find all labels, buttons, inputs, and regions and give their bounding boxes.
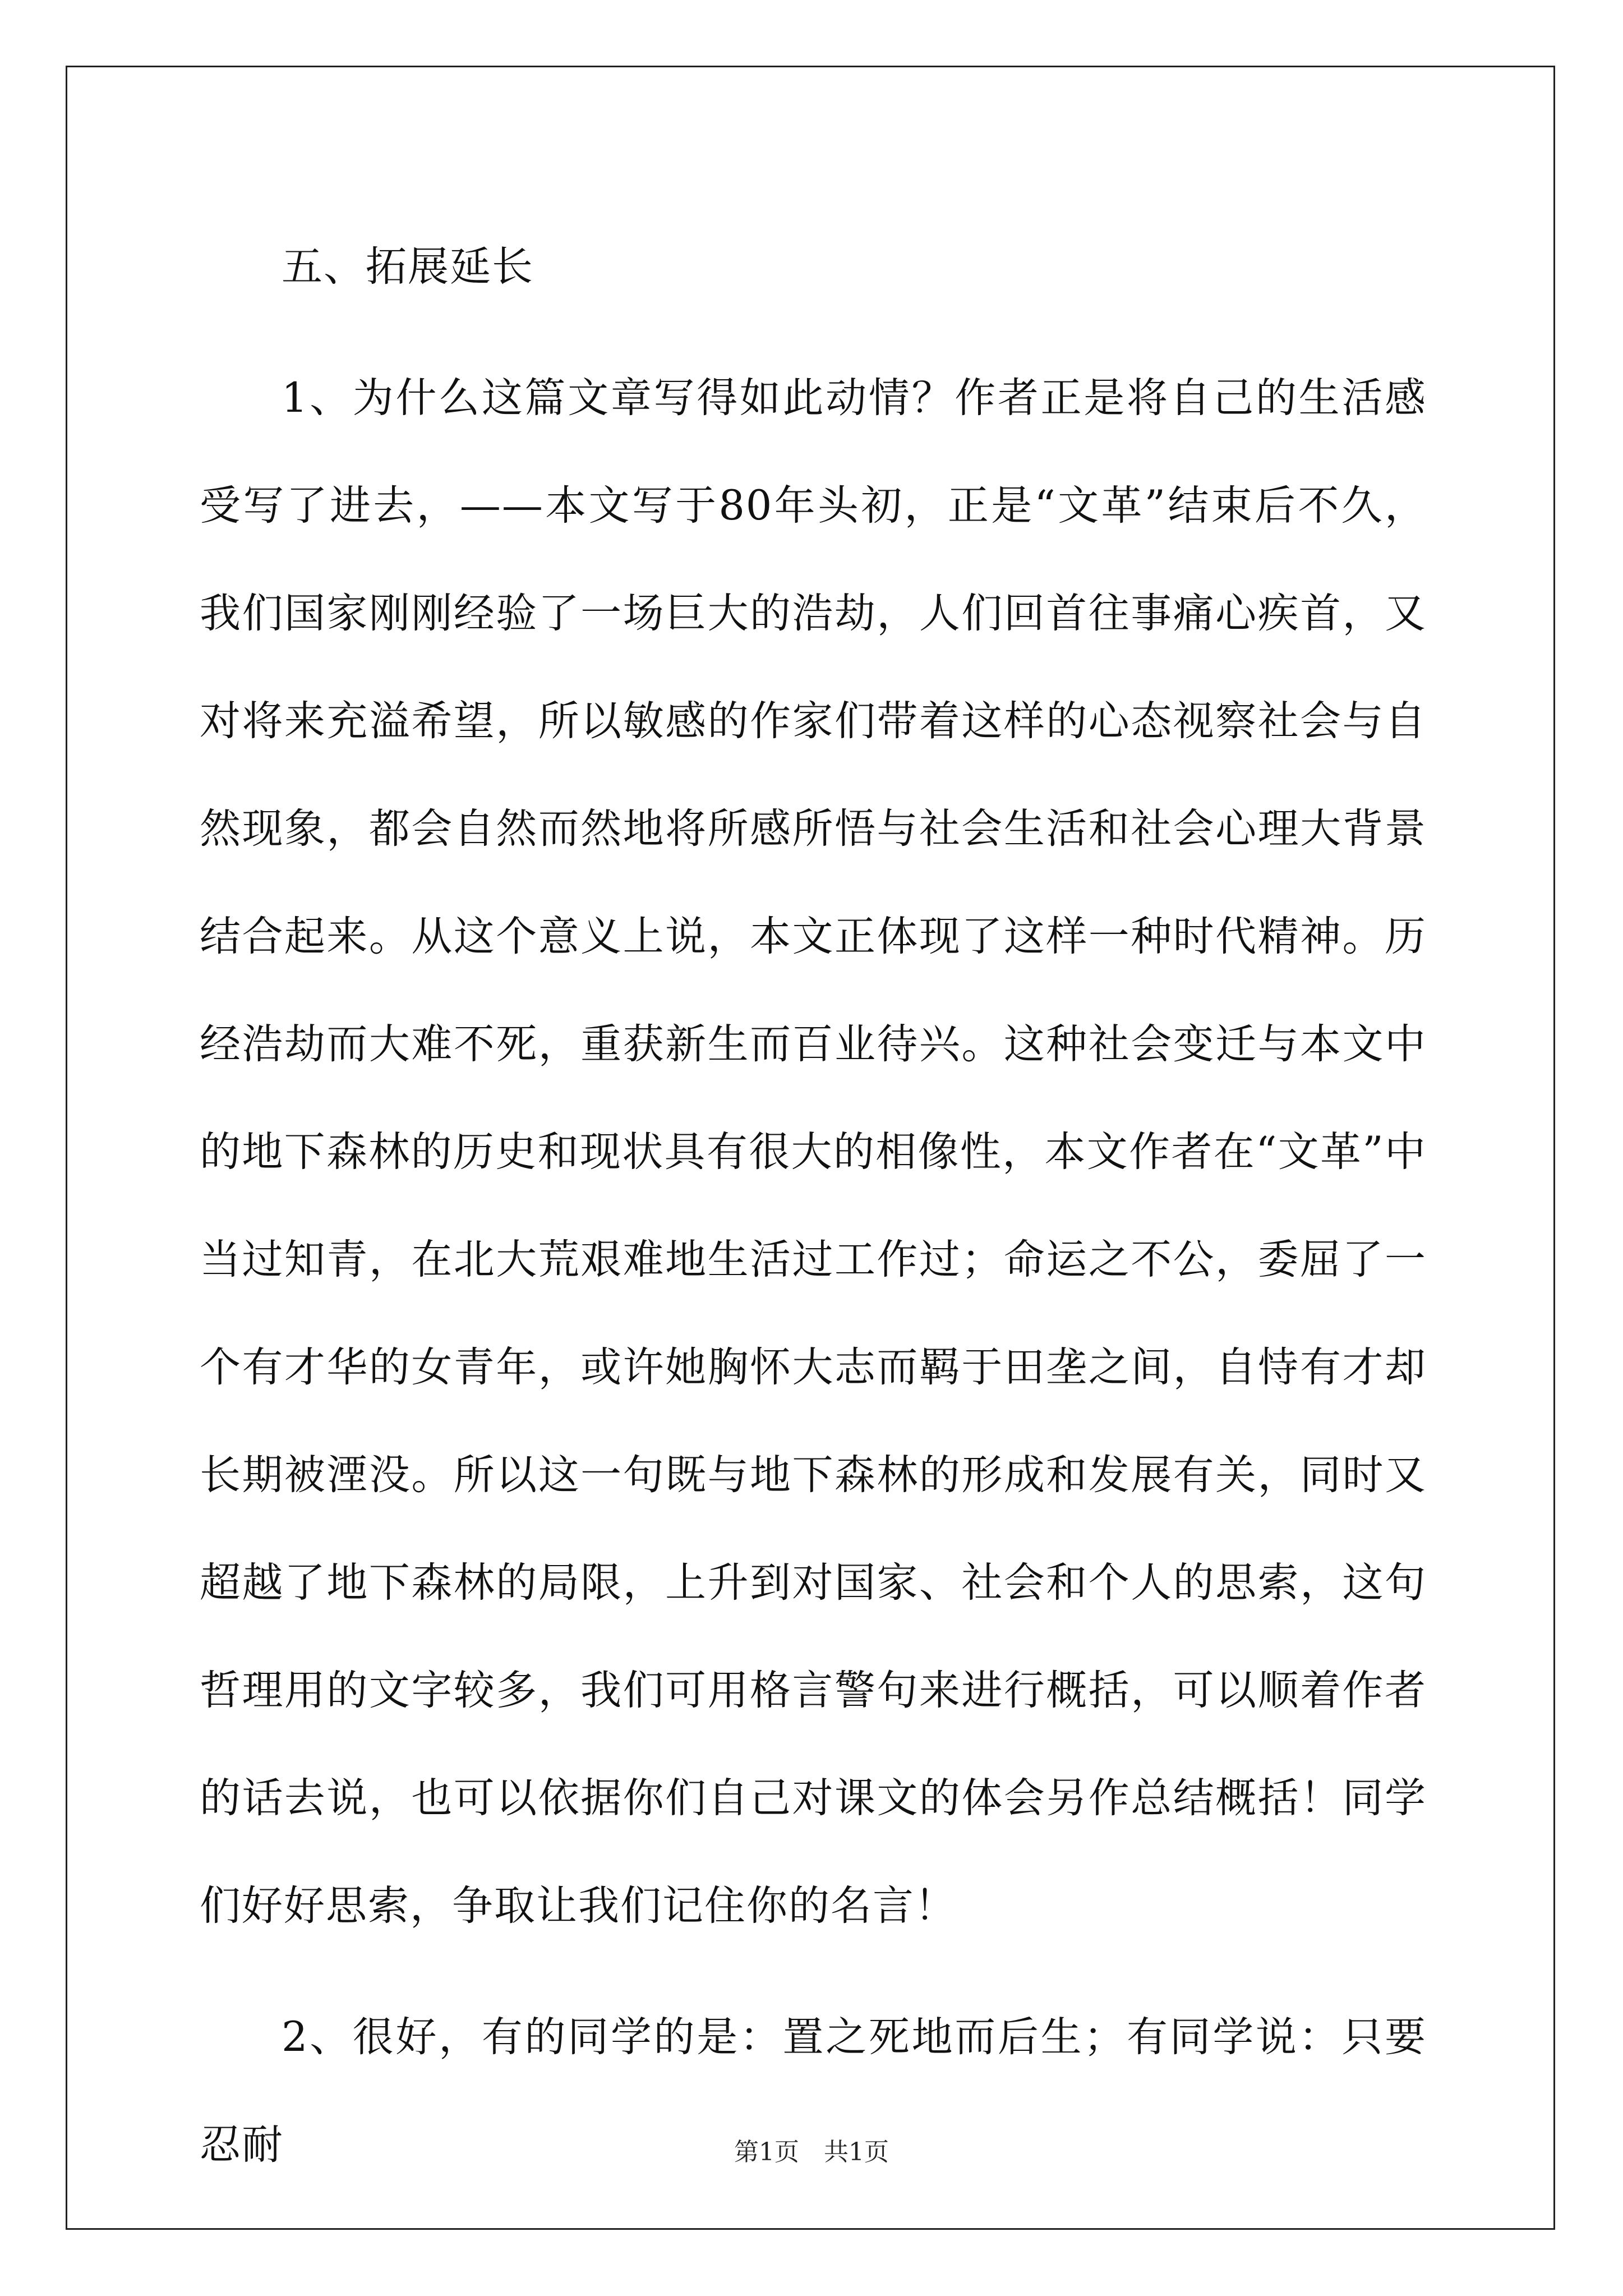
document-body: [200, 213, 1427, 2223]
paragraph-1: 1、为什么这篇文章写得如此动情？作者正是将自己的生活感受写了进去，——本文写于80年头初，正是“文革”结束后不久，我们国家刚刚经验了一场巨大的浩劫，人们回首往事痛心疾首，又对将来充溢希望，所以敏感的作家们带着这样的心态视察社会与自然现象，都会自然而然地将所感所悟与社会生活和社会心理大背景结合起来。从这个意义上说，本文正体现了这样一种时代精神。历经浩劫而大难不死，重获新生而百业待兴。这种社会变迁与本文中的地下森林的历史和现状具有很大的相像性，本文作者在“文革”中当过知青，在北大荒艰难地生活过工作过；命运之不公，委屈了一个有才华的女青年，或许她胸怀大志而羁于田垄之间，自恃有才却长期被湮没。所以这一句既与地下森林的形成和发展有关，同时又超越了地下森林的局限，上升到对国家、社会和个人的思索，这句哲理用的文字较多，我们可用格言警句来进行概括，可以顺着作者的话去说，也可以依据你们自己对课文的体会另作总结概括！同学们好好思索，争取让我们记住你的名言！: [200, 374, 1427, 1930]
page-footer: 第1页 共1页: [734, 2138, 889, 2166]
paragraph-2: 2、很好，有的同学的是：置之死地而后生；有同学说：只要忍耐: [200, 2013, 1427, 2169]
section-heading: 五、拓展延长: [282, 243, 534, 291]
